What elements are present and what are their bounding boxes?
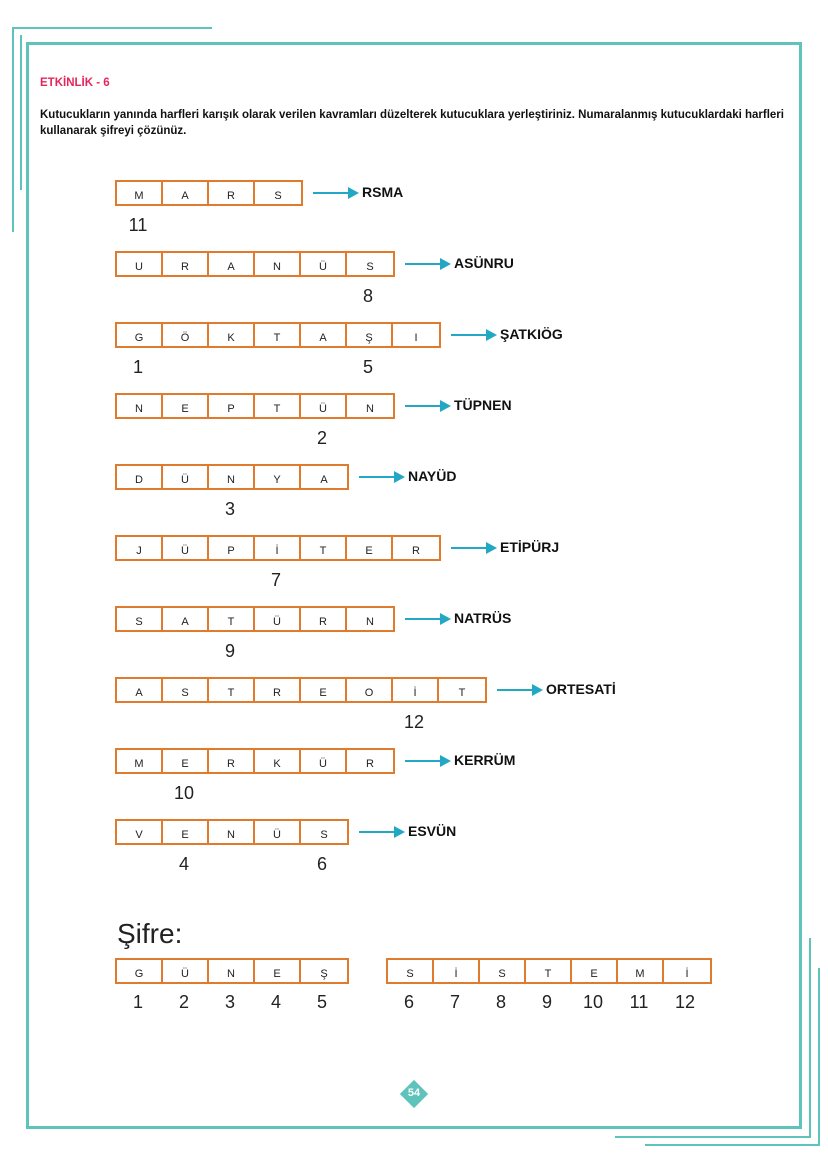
scrambled-word: NATRÜS [454, 610, 512, 626]
letter-cell: N [209, 466, 255, 488]
letter-cell: V [117, 821, 163, 843]
letter-cell: M [117, 750, 163, 772]
letter-cell: E [572, 960, 618, 982]
letter-cell: Y [255, 466, 301, 488]
cipher-number: 9 [541, 992, 552, 1012]
letter-cell: İ [393, 679, 439, 701]
cipher-number: 3 [224, 992, 235, 1012]
frame-bottom-outer-2 [645, 1144, 820, 1146]
arrow-right-icon [451, 334, 487, 336]
arrow-right-icon [497, 689, 533, 691]
cipher-number: 1 [132, 992, 143, 1012]
arrow-right-icon [451, 547, 487, 549]
cell-number: 12 [403, 712, 425, 732]
cipher-number: 5 [316, 992, 327, 1012]
frame-left-3 [26, 42, 29, 1128]
letter-cell: Ü [255, 821, 301, 843]
letter-cell: N [366, 616, 374, 628]
letter-cell: A [209, 253, 255, 275]
letter-cell: Ü [163, 466, 209, 488]
letter-cell: J [117, 537, 163, 559]
cell-number: 8 [362, 286, 373, 306]
letter-cell: Ü [301, 253, 347, 275]
cell-number: 5 [362, 357, 373, 377]
instruction-text: Kutucukların yanında harfleri karışık olarak verilen kavramları düzelterek kutucuklara yerleştiriniz. Numaralanmış kutucuklardaki harfleri kullanarak şifreyi çözünüz. [40, 109, 784, 137]
scrambled-word: RSMA [362, 184, 404, 200]
scrambled-word: ESVÜN [408, 823, 457, 839]
cipher-number: 12 [674, 992, 696, 1012]
letter-cell: N [209, 821, 255, 843]
letter-cell: R [301, 608, 347, 630]
letter-cell: E [163, 750, 209, 772]
frame-left-2 [20, 35, 22, 190]
cipher-box [115, 958, 349, 984]
letter-cell: K [209, 324, 255, 346]
letter-cell: T [255, 324, 301, 346]
page-number: 54 [407, 1087, 421, 1099]
cell-number: 2 [316, 428, 327, 448]
cipher-label: Şifre: [117, 918, 183, 949]
word-box [115, 322, 441, 348]
letter-cell: S [480, 960, 526, 982]
scrambled-word: ASÜNRU [454, 255, 514, 271]
letter-cell: P [209, 537, 255, 559]
letter-cell: Ü [163, 960, 209, 982]
word-box [115, 606, 395, 632]
letter-cell: Ü [255, 608, 301, 630]
word-box [115, 251, 395, 277]
word-box [115, 464, 349, 490]
letter-cell: N [209, 960, 255, 982]
arrow-right-icon [405, 760, 441, 762]
arrow-right-icon [405, 263, 441, 265]
letter-cell: T [255, 395, 301, 417]
letter-cell: G [117, 324, 163, 346]
letter-cell: E [163, 821, 209, 843]
letter-cell: D [117, 466, 163, 488]
cell-number: 3 [224, 499, 235, 519]
scrambled-word: ORTESATİ [546, 681, 616, 697]
cell-number: 1 [132, 357, 143, 377]
letter-cell: T [209, 608, 255, 630]
frame-right-outer-1 [809, 938, 811, 1138]
letter-cell: A [163, 182, 209, 204]
letter-cell: I [414, 332, 418, 344]
letter-cell: E [347, 537, 393, 559]
letter-cell: G [117, 960, 163, 982]
letter-cell: O [347, 679, 393, 701]
letter-cell: R [255, 679, 301, 701]
arrow-right-icon [405, 618, 441, 620]
letter-cell: P [209, 395, 255, 417]
letter-cell: E [163, 395, 209, 417]
cipher-number: 8 [495, 992, 506, 1012]
letter-cell: T [458, 687, 466, 699]
letter-cell: Ş [347, 324, 393, 346]
letter-cell: U [117, 253, 163, 275]
letter-cell: E [301, 679, 347, 701]
word-box [115, 677, 487, 703]
letter-cell: T [526, 960, 572, 982]
scrambled-word: TÜPNEN [454, 397, 512, 413]
cell-number: 11 [128, 215, 148, 235]
frame-bottom [26, 1126, 802, 1129]
letter-cell: S [320, 829, 328, 841]
cipher-number: 7 [449, 992, 460, 1012]
word-box [115, 535, 441, 561]
frame-top-outer [12, 27, 212, 29]
cipher-number: 6 [403, 992, 414, 1012]
scrambled-word: ETİPÜRJ [500, 539, 560, 555]
letter-cell: Ö [163, 324, 209, 346]
letter-cell: T [209, 679, 255, 701]
arrow-right-icon [359, 476, 395, 478]
letter-cell: A [117, 679, 163, 701]
letter-cell: N [255, 253, 301, 275]
cipher-number: 2 [178, 992, 189, 1012]
letter-cell: İ [434, 960, 480, 982]
arrow-right-icon [359, 831, 395, 833]
cipher-box [386, 958, 712, 984]
letter-cell: R [163, 253, 209, 275]
cipher-number: 4 [270, 992, 281, 1012]
letter-cell: R [366, 758, 374, 770]
letter-cell: Ü [163, 537, 209, 559]
letter-cell: E [255, 960, 301, 982]
word-box [115, 393, 395, 419]
cell-number: 7 [270, 570, 281, 590]
letter-cell: S [163, 679, 209, 701]
frame-top-inner [26, 42, 801, 45]
letter-cell: R [209, 750, 255, 772]
letter-cell: Ü [301, 750, 347, 772]
cell-number: 6 [316, 854, 327, 874]
cell-number: 4 [178, 854, 189, 874]
cell-number: 9 [224, 641, 235, 661]
letter-cell: M [618, 960, 664, 982]
letter-cell: R [412, 545, 420, 557]
letter-cell: A [301, 324, 347, 346]
letter-cell: A [163, 608, 209, 630]
scrambled-word: ŞATKIÖG [500, 326, 563, 342]
letter-cell: S [117, 608, 163, 630]
letter-cell: S [388, 960, 434, 982]
letter-cell: S [366, 261, 374, 273]
activity-title: ETKİNLİK - 6 [40, 77, 110, 89]
frame-right [799, 42, 802, 1128]
letter-cell: A [320, 474, 328, 486]
cipher-number: 11 [629, 992, 649, 1012]
frame-bottom-outer-1 [615, 1136, 811, 1138]
word-box [115, 819, 349, 845]
scrambled-word: KERRÜM [454, 752, 516, 768]
letter-cell: Ü [301, 395, 347, 417]
page-number-badge [400, 1080, 428, 1108]
letter-cell: Ş [320, 968, 328, 980]
letter-cell: S [274, 190, 282, 202]
letter-cell: K [255, 750, 301, 772]
letter-cell: M [117, 182, 163, 204]
cell-number: 10 [173, 783, 195, 803]
word-box [115, 748, 395, 774]
arrow-right-icon [313, 192, 349, 194]
frame-left-1 [12, 27, 14, 232]
cipher-number: 10 [582, 992, 604, 1012]
letter-cell: N [117, 395, 163, 417]
scrambled-word: NAYÜD [408, 468, 457, 484]
letter-cell: İ [255, 537, 301, 559]
letter-cell: İ [685, 968, 689, 980]
frame-right-outer-2 [818, 968, 820, 1146]
arrow-right-icon [405, 405, 441, 407]
letter-cell: T [301, 537, 347, 559]
letter-cell: N [366, 403, 374, 415]
word-box [115, 180, 303, 206]
letter-cell: R [209, 182, 255, 204]
